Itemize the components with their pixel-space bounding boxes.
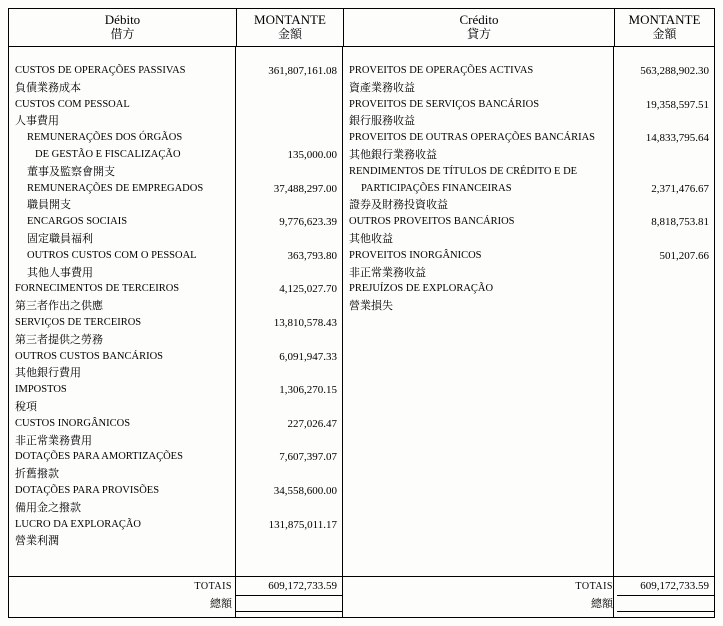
line-amount — [236, 164, 342, 181]
line-label-zh: 其他收益 — [349, 232, 393, 245]
line-amount — [617, 164, 714, 181]
line-label-pt: OUTROS PROVEITOS BANCÁRIOS — [349, 216, 515, 228]
line-label-pt: PROVEITOS INORGÂNICOS — [349, 249, 482, 261]
statement-line — [343, 97, 714, 114]
line-label-pt: DOTAÇÕES PARA PROVISÕES — [15, 484, 160, 496]
statement-line — [9, 416, 342, 433]
line-amount: 8,818,753.81 — [651, 216, 709, 229]
line-amount — [236, 298, 342, 315]
statement-line — [9, 181, 342, 198]
line-amount: 563,288,902.30 — [640, 65, 709, 77]
credit-totals-row — [343, 577, 714, 596]
header-amount-left — [236, 9, 343, 46]
statement-line — [9, 130, 342, 147]
line-label-pt: RENDIMENTOS DE TÍTULOS DE CRÉDITO E DE — [349, 165, 578, 177]
statement-line — [9, 265, 342, 282]
statement-line — [9, 281, 342, 298]
line-amount: 361,807,161.08 — [268, 65, 337, 77]
header-credit-zh: 貸方 — [466, 27, 491, 41]
debit-totals-label-pt: TOTAIS — [194, 581, 232, 592]
line-label-zh: 董事及監察會開支 — [27, 165, 115, 178]
line-label-zh: 職員開支 — [27, 199, 71, 212]
debit-totals — [9, 576, 342, 617]
line-amount: 135,000.00 — [287, 148, 337, 161]
statement-line — [9, 315, 342, 332]
statement-line — [9, 63, 342, 80]
header-amount-right-pt: MONTANTE — [628, 12, 701, 27]
line-amount — [236, 265, 342, 282]
line-label-zh: 非正常業務費用 — [15, 434, 92, 447]
debit-totals-label-zh: 總額 — [210, 598, 232, 610]
statement-line — [9, 231, 342, 248]
header-amount-left-zh: 金額 — [277, 27, 302, 41]
debit-amount-divider — [235, 47, 236, 617]
statement-line — [343, 248, 714, 265]
line-label-zh: 其他人事費用 — [27, 266, 93, 279]
line-amount: 227,026.47 — [287, 417, 337, 430]
line-amount — [236, 80, 342, 97]
header-row — [9, 9, 714, 47]
header-amount-right-zh: 金額 — [652, 27, 677, 41]
line-amount — [236, 500, 342, 517]
line-amount: 7,607,397.07 — [279, 451, 337, 464]
line-amount — [236, 97, 342, 114]
line-amount — [617, 281, 714, 298]
statement-line — [9, 483, 342, 500]
line-label-pt: IMPOSTOS — [15, 384, 67, 396]
statement-line — [9, 399, 342, 416]
credit-totals-zh-row — [343, 596, 714, 612]
line-amount: 37,488,297.00 — [273, 182, 337, 195]
debit-totals-zh-row — [9, 596, 342, 612]
statement-line — [9, 466, 342, 483]
line-amount: 14,833,795.64 — [645, 132, 709, 145]
header-debit-pt: Débito — [104, 12, 141, 27]
statement-line — [343, 147, 714, 164]
line-amount: 1,306,270.15 — [279, 384, 337, 397]
line-amount — [617, 197, 714, 214]
line-label-zh: 營業損失 — [349, 300, 393, 313]
line-label-pt: DOTAÇÕES PARA AMORTIZAÇÕES — [15, 451, 183, 463]
line-label-zh: 其他銀行費用 — [15, 367, 81, 380]
line-label-zh: 第三者提供之勞務 — [15, 333, 103, 346]
debit-total-amount: 609,172,733.59 — [236, 577, 342, 596]
line-amount — [236, 433, 342, 450]
line-label-zh: 負債業務成本 — [15, 81, 81, 94]
line-amount — [236, 231, 342, 248]
line-label-zh: 資產業務收益 — [349, 81, 415, 94]
debit-items — [9, 47, 342, 550]
statement-line — [9, 164, 342, 181]
line-amount — [236, 466, 342, 483]
header-amount-right — [614, 9, 714, 46]
statement-line — [343, 80, 714, 97]
statement-line — [9, 382, 342, 399]
statement-line — [343, 265, 714, 282]
line-label-pt: FORNECIMENTOS DE TERCEIROS — [15, 283, 180, 295]
line-label-zh: 銀行服務收益 — [349, 115, 415, 128]
line-amount — [236, 533, 342, 550]
line-label-pt: PROVEITOS DE OUTRAS OPERAÇÕES BANCÁRIAS — [349, 132, 596, 144]
line-label-zh: 第三者作出之供應 — [15, 300, 103, 313]
header-amount-left-pt: MONTANTE — [254, 12, 326, 27]
line-amount: 4,125,027.70 — [279, 283, 337, 296]
header-credit-pt: Crédito — [459, 12, 499, 27]
table-body — [9, 47, 714, 617]
line-label-pt: OUTROS CUSTOS BANCÁRIOS — [15, 350, 164, 362]
header-debit-zh: 借方 — [110, 27, 135, 41]
statement-line — [9, 533, 342, 550]
line-amount — [617, 147, 714, 164]
statement-line — [343, 197, 714, 214]
line-label-pt: REMUNERAÇÕES DOS ÓRGÃOS — [27, 132, 183, 144]
statement-line — [9, 365, 342, 382]
debit-column — [9, 47, 342, 617]
credit-column — [342, 47, 714, 617]
line-label-pt: SERVIÇOS DE TERCEIROS — [15, 316, 142, 328]
line-amount — [236, 197, 342, 214]
line-label-pt: PROVEITOS DE OPERAÇÕES ACTIVAS — [349, 65, 534, 76]
statement-line — [343, 164, 714, 181]
line-amount — [236, 113, 342, 130]
line-amount: 6,091,947.33 — [279, 350, 337, 363]
credit-totals-label-zh: 總額 — [591, 598, 613, 610]
line-label-pt: PREJUÍZOS DE EXPLORAÇÃO — [349, 283, 494, 295]
line-amount: 131,875,011.17 — [268, 518, 337, 531]
statement-line — [343, 130, 714, 147]
line-amount — [617, 298, 714, 315]
statement-line — [9, 349, 342, 366]
statement-line — [9, 248, 342, 265]
line-label-zh: 折舊撥款 — [15, 468, 59, 481]
line-label-zh: 其他銀行業務收益 — [349, 148, 437, 161]
statement-line — [9, 517, 342, 534]
statement-line — [343, 298, 714, 315]
credit-total-amount-box-empty — [617, 596, 714, 612]
statement-line — [9, 113, 342, 130]
line-amount: 2,371,476.67 — [651, 182, 709, 195]
line-label-zh: 人事費用 — [15, 115, 59, 128]
line-label-zh: 非正常業務收益 — [349, 266, 426, 279]
line-label-pt: DE GESTÃO E FISCALIZAÇÃO — [35, 148, 181, 160]
line-label-zh: 備用金之撥款 — [15, 501, 81, 514]
credit-items — [343, 47, 714, 315]
line-label-pt: PARTICIPAÇÕES FINANCEIRAS — [361, 182, 512, 194]
header-credit — [343, 9, 614, 46]
statement-line — [343, 181, 714, 198]
line-amount — [236, 130, 342, 147]
debit-totals-row — [9, 577, 342, 596]
line-amount — [236, 399, 342, 416]
line-amount: 19,358,597.51 — [645, 98, 709, 111]
line-amount — [236, 365, 342, 382]
statement-line — [343, 281, 714, 298]
line-label-zh: 營業利潤 — [15, 535, 59, 548]
line-label-pt: REMUNERAÇÕES DE EMPREGADOS — [27, 182, 204, 194]
line-amount: 13,810,578.43 — [273, 316, 337, 329]
statement-line — [9, 80, 342, 97]
statement-line — [343, 63, 714, 80]
line-amount — [617, 80, 714, 97]
line-amount: 9,776,623.39 — [279, 216, 337, 229]
header-debit — [9, 9, 236, 46]
credit-totals-label-pt: TOTAIS — [575, 581, 613, 592]
statement-line — [9, 500, 342, 517]
line-amount: 363,793.80 — [287, 249, 337, 262]
line-label-pt: LUCRO DA EXPLORAÇÃO — [15, 518, 142, 530]
credit-totals — [343, 576, 714, 617]
statement-line — [9, 97, 342, 114]
credit-amount-divider — [613, 47, 614, 617]
statement-line — [343, 214, 714, 231]
statement-line — [9, 433, 342, 450]
statement-line — [9, 332, 342, 349]
line-amount — [236, 332, 342, 349]
statement-line — [343, 231, 714, 248]
line-label-pt: OUTROS CUSTOS COM O PESSOAL — [27, 249, 197, 261]
line-amount: 34,558,600.00 — [273, 484, 337, 497]
line-amount — [617, 265, 714, 282]
line-amount — [617, 231, 714, 248]
statement-line — [343, 113, 714, 130]
line-amount — [617, 113, 714, 130]
income-statement-table — [8, 8, 715, 618]
statement-line — [9, 214, 342, 231]
line-label-pt: ENCARGOS SOCIAIS — [27, 216, 128, 228]
credit-total-amount: 609,172,733.59 — [617, 577, 714, 596]
line-label-pt: CUSTOS INORGÂNICOS — [15, 417, 131, 429]
line-label-pt: PROVEITOS DE SERVIÇOS BANCÁRIOS — [349, 98, 540, 110]
debit-total-amount-box-empty — [236, 596, 342, 612]
line-label-zh: 固定職員福利 — [27, 232, 93, 245]
line-label-zh: 證券及財務投資收益 — [349, 199, 448, 212]
line-amount: 501,207.66 — [659, 249, 709, 262]
line-label-pt: CUSTOS COM PESSOAL — [15, 98, 130, 110]
statement-line — [9, 147, 342, 164]
statement-line — [9, 449, 342, 466]
statement-line — [9, 298, 342, 315]
statement-line — [9, 197, 342, 214]
line-label-zh: 稅項 — [15, 400, 37, 413]
line-label-pt: CUSTOS DE OPERAÇÕES PASSIVAS — [15, 65, 186, 76]
